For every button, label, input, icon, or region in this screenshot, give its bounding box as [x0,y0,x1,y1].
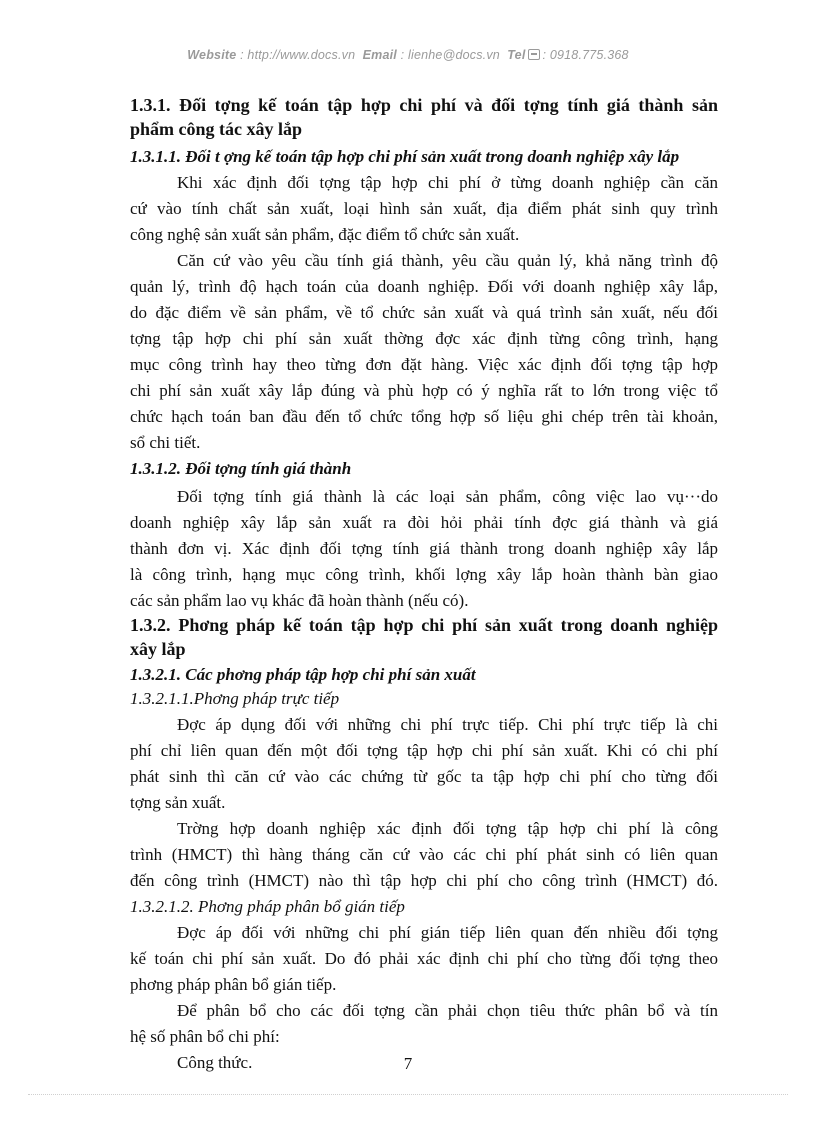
text-line: chức hạch toán ban đầu đến tổ chức tổng hợp số liệu ghi chép trên tài khoản, [130,407,718,426]
text-line: cứ vào tính chất sản xuất, loại hình sản xuất, địa điểm phát sinh quy trình [130,199,718,218]
tel-label: Tel [507,48,526,62]
text-line: xây lắp [130,639,186,659]
text-line: các sản phẩm lao vụ khác đã hoàn thành (nếu có). [130,591,469,610]
tel-value: : 0918.775.368 [542,48,629,62]
text-line: quản lý, trình độ hạch toán của doanh nghiệp. Đối với doanh nghiệp xây lắp, [130,277,718,296]
text-line: phẩm công tác xây lắp [130,119,303,139]
text-line: Khi xác định đối tợng tập hợp chi phí ở từng doanh nghiệp cần căn [177,173,718,192]
text-line: tợng tập hợp chi phí sản xuất thờng đợc xác định từng công trình, hạng [130,329,718,348]
footer-divider [28,1094,788,1095]
page-number: 7 [403,1054,413,1073]
text-line: Căn cứ vào yêu cầu tính giá thành, yêu cầu quản lý, khả năng trình độ [177,251,718,270]
text-line: trình (HMCT) thì hàng tháng căn cứ vào các chi phí phát sinh có liên quan [130,845,718,864]
text-line: Đối tợng tính giá thành là các loại sản phẩm, công việc lao vụ···do [177,487,718,506]
phone-icon [528,49,540,60]
email-value: : lienhe@docs.vn [400,48,500,62]
text-line: phát sinh thì căn cứ vào các chứng từ gốc ta tập hợp chi phí cho từng đối [130,767,718,786]
text-line: do đặc điểm về sản phẩm, về tổ chức sản xuất và quá trình sản xuất, nếu đối [130,303,718,322]
text-line: là công trình, hạng mục công trình, khối lợng xây lắp hoàn thành bàn giao [130,565,718,584]
text-line: Công thức. [177,1053,253,1072]
text-line: hệ số phân bổ chi phí: [130,1027,280,1046]
text-line: Trờng hợp doanh nghiệp xác định đối tợng tập hợp chi phí là công [177,819,718,838]
text-line: 1.3.1.2. Đối tợng tính giá thành [130,459,352,478]
text-line: 1.3.2.1.1.Phơng pháp trực tiếp [130,689,340,708]
text-line: doanh nghiệp xây lắp sản xuất ra đòi hỏi phải tính đợc giá thành và giá [130,513,718,532]
text-line: chi phí sản xuất xây lắp đúng và phù hợp có ý nghĩa rất to lớn trong việc tổ [130,381,718,400]
text-line: 1.3.2.1. Các phơng pháp tập hợp chi phí sản xuất [130,665,476,684]
website-value: : http://www.docs.vn [240,48,356,62]
text-line: mục công trình hay theo từng đơn đặt hàng. Việc xác định đối tợng tập hợp [130,355,718,374]
text-line: 1.3.1.1. Đối t ợng kế toán tập hợp chi phí sản xuất trong doanh nghiệp xây lắp [130,147,680,166]
text-line: tợng sản xuất. [130,793,226,812]
text-line: đến công trình (HMCT) nào thì tập hợp chi phí cho công trình (HMCT) đó. [130,871,718,890]
text-line: sổ chi tiết. [130,433,201,452]
text-line: 1.3.1. Đối tợng kế toán tập hợp chi phí và đối tợng tính giá thành sản [130,95,718,115]
text-line: thành đơn vị. Xác định đối tợng tính giá thành trong doanh nghiệp xây lắp [130,539,718,558]
text-line: Đợc áp đối với những chi phí gián tiếp liên quan đến nhiều đối tợng [177,923,718,942]
text-line: phơng pháp phân bổ gián tiếp. [130,975,337,994]
website-label: Website [187,48,237,62]
text-line: Đợc áp dụng đối với những chi phí trực tiếp. Chi phí trực tiếp là chi [177,715,718,734]
text-line: 1.3.2. Phơng pháp kế toán tập hợp chi phí sản xuất trong doanh nghiệp [130,615,718,635]
text-line: Để phân bổ cho các đối tợng cần phải chọn tiêu thức phân bổ và tín [177,1001,718,1020]
text-line: 1.3.2.1.2. Phơng pháp phân bổ gián tiếp [130,897,405,916]
text-line: phí chỉ liên quan đến một đối tợng tập hợp chi phí sản xuất. Khi có chi phí [130,741,718,760]
text-line: kế toán chi phí sản xuất. Do đó phải xác định chi phí cho từng đối tợng theo [130,949,718,968]
email-label: Email [362,48,397,62]
page-header [0,48,816,62]
text-line: công nghệ sản xuất sản phẩm, đặc điểm tổ chức sản xuất. [130,225,520,244]
